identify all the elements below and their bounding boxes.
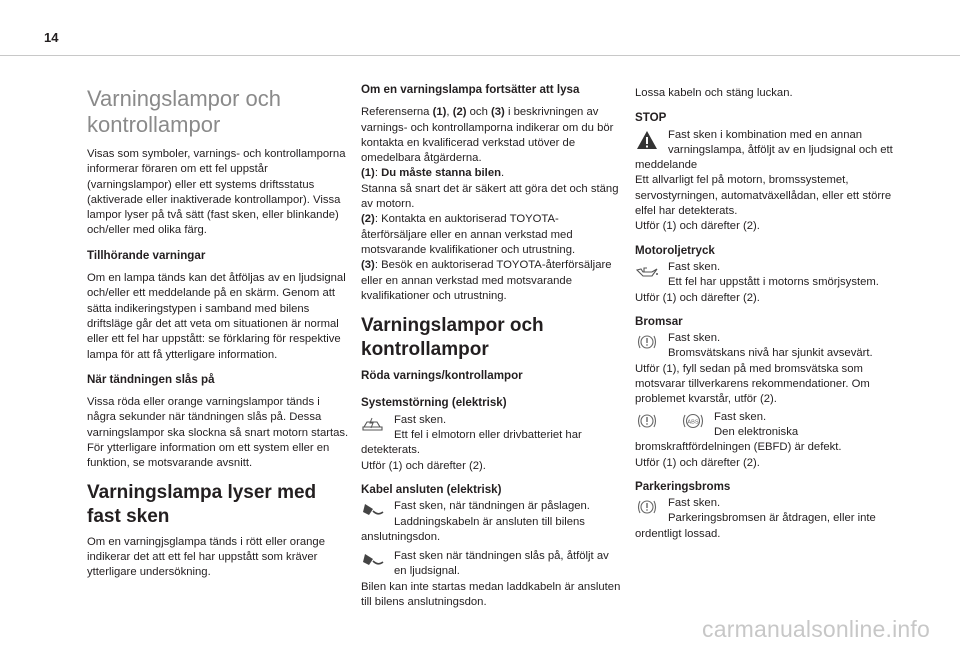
page-number: 14 (44, 30, 59, 45)
ebfd-action: Utför (1) och därefter (2). (635, 456, 760, 469)
heading-light-continues: Om en varningslampa fortsätter att lysa (361, 83, 580, 96)
references-lead: Referenserna (361, 106, 433, 119)
abs-icon-label: ABS (687, 418, 699, 425)
ref-3-text: : Besök en auktoriserad TOYOTA-återförsäljare eller en annan verkstad med motsvarande kvalifikationer och utrustning. (361, 259, 612, 302)
fixed-light-title: Varningslampa lyser med fast sken (87, 481, 317, 527)
stop-entry (635, 110, 897, 234)
intro-text: Visas som symboler, varnings- och kontrollamporna informerar föraren om ett fel uppstår (varningslampor) eller ett systems driftsstatus (aktiverade eller inaktiverade kontrollampor). Vissa lampor lyser på två sätt (fast sken, eller blinkande) och/eller med olika färg. (87, 148, 346, 237)
brakes-title: Bromsar (635, 314, 683, 328)
parking-brake-text: Fast sken. Parkeringsbromsen är åtdragen, eller inte ordentligt lossad. (635, 497, 876, 540)
oil-pressure-title: Motoroljetryck (635, 243, 715, 257)
reference-3: (3) (491, 106, 505, 119)
electric-system-fault-icon (361, 414, 385, 434)
ref-1-sep: : (374, 167, 382, 180)
heading-related-warnings: Tillhörande varningar (87, 248, 206, 262)
abs-icon (681, 411, 705, 431)
header-rule (0, 55, 960, 56)
column-3 (635, 82, 897, 548)
parking-brake-entry (635, 479, 897, 542)
heading-ignition: När tändningen slås på (87, 372, 215, 386)
brake-warning-icon (635, 332, 659, 352)
brakes-more: Utför (1), fyll sedan på med bromsvätska som motsvarar tillverkarens rekommendationer. Om problemet kvarstår, utför (2). (635, 362, 870, 406)
stop-text: Fast sken i kombination med en annan varningslampa, åtföljt av en ljudsignal och ett meddelande (635, 128, 893, 172)
ignition-text-2: För ytterligare information om ett system eller en funktion, se motsvarande avsnitt. (87, 442, 330, 470)
oil-can-icon (635, 261, 659, 281)
cable-ignition-text: Fast sken när tändningen slås på, åtföljt av en ljudsignal. (394, 550, 609, 578)
system-fault-text: Fast sken. Ett fel i elmotorn eller drivbatteriet har detekterats. (361, 413, 582, 457)
stop-title: STOP (635, 111, 667, 125)
brakes-entry (635, 314, 897, 471)
ref-1-bold: Du måste stanna bilen (381, 167, 501, 180)
close-flap-text: Lossa kabeln och stäng luckan. (635, 87, 793, 99)
section-title: Varningslampor och kontrollampor (87, 86, 282, 137)
heading-red-lights: Röda varnings/kontrollampor (361, 369, 523, 383)
cable-connected-title: Kabel ansluten (elektrisk) (361, 482, 502, 496)
oil-pressure-entry (635, 243, 897, 306)
column-1 (87, 82, 349, 590)
column-2 (361, 82, 623, 616)
references-rest: i beskrivningen av varnings- och kontrollamporna indikerar om du bör kontakta en kvalificerad verkstad utöver de omedelbara åtgärderna. (361, 106, 614, 165)
reference-2: (2) (452, 106, 467, 119)
stop-action: Utför (1) och därefter (2). (635, 220, 760, 233)
references-sep-1: , (446, 106, 453, 119)
references-sep-2: och (466, 106, 491, 119)
ref-2-text: : Kontakta en auktoriserad TOYOTA-återförsäljare eller en annan verkstad med motsvarande kvalifikationer och utrustning. (361, 213, 576, 256)
system-fault-title: Systemstörning (elektrisk) (361, 396, 507, 410)
references-text (361, 105, 623, 304)
stop-more: Ett allvarligt fel på motorn, bromssystemet, servostyrningen, automatväxellådan, eller ett större elfel har detekterats. (635, 174, 892, 218)
related-warnings-text: Om en lampa tänds kan det åtföljas av en ljudsignal och/eller ett meddelande på en skärm. Genom att sätta indikeringstypen i samband med bilens driftsläge går det att veta om situationen är normal eller ett fel har uppstått: se förklaring för respektive lampa för att få ytterligare information. (87, 272, 346, 361)
charging-plug-icon (361, 550, 385, 570)
ref-1-label: (1) (361, 167, 375, 180)
watermark: carmanualsonline.info (702, 616, 930, 642)
cable-connected-entry (361, 482, 623, 610)
ref-1-end: . (501, 167, 505, 180)
oil-pressure-action: Utför (1) och därefter (2). (635, 291, 760, 304)
parking-brake-title: Parkeringsbroms (635, 479, 731, 493)
cable-connected-text: Fast sken, när tändningen är påslagen. Laddningskabeln är ansluten till bilens anslutningsdon. (361, 500, 590, 543)
parking-brake-icon (635, 497, 659, 517)
ebfd-icon-group (635, 411, 705, 431)
ebfd-text: Fast sken. Den elektroniska bromskraftfördelningen (EBFD) är defekt. (635, 410, 842, 454)
reference-1: (1) (432, 106, 447, 119)
ref-1-text: Stanna så snart det är säkert att göra det och stäng av motorn. (361, 182, 619, 211)
brake-warning-icon (635, 411, 659, 431)
ref-3-label: (3) (361, 259, 375, 272)
ref-2-label: (2) (361, 213, 375, 226)
ignition-text-1: Vissa röda eller orange varningslampor tänds i några sekunder när tändningen slås på. Dessa varningslampor ska slockna så snart motorn startas. (87, 396, 349, 439)
oil-pressure-text: Fast sken. Ett fel har uppstått i motorns smörjsystem. (668, 260, 879, 289)
cable-ignition-more: Bilen kan inte startas medan laddkabeln är ansluten till bilens anslutningsdon. (361, 580, 621, 609)
warning-triangle-icon (635, 129, 659, 151)
system-fault-action: Utför (1) och därefter (2). (361, 459, 486, 472)
warning-lights-title: Varningslampor och kontrollampor (361, 315, 544, 361)
brakes-text: Fast sken. Bromsvätskans nivå har sjunkit avsevärt. (668, 332, 873, 360)
system-fault-entry (361, 395, 623, 473)
charging-plug-icon (361, 500, 385, 520)
fixed-light-text: Om en varningjsglampa tänds i rött eller orange indikerar det att ett fel har uppstått som kräver ytterligare undersökning. (87, 535, 325, 579)
